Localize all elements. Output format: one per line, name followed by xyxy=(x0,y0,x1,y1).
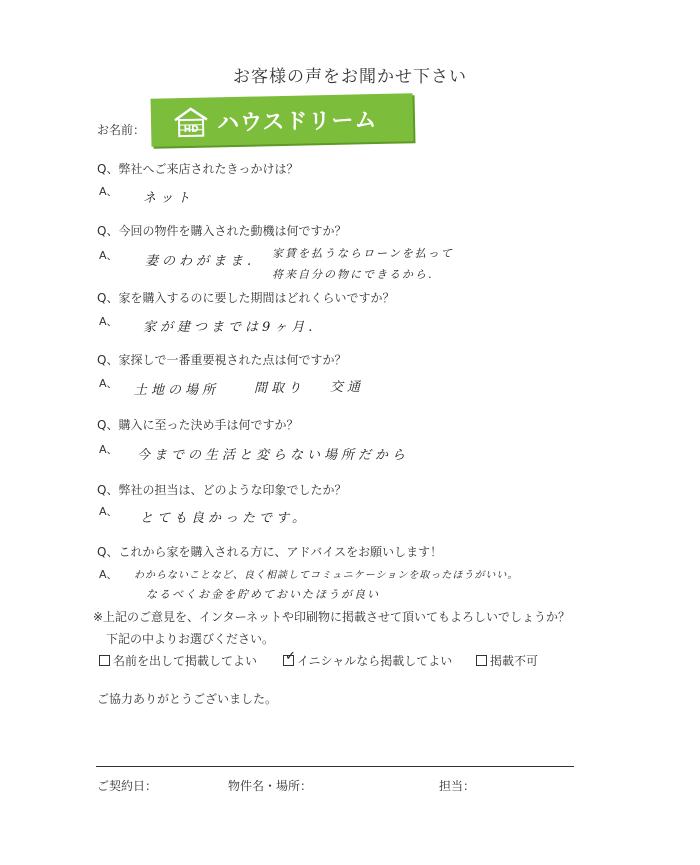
answer-label-6: A、 xyxy=(99,505,118,518)
answer-4c: 交通 xyxy=(330,380,365,395)
logo-text: ハウスドリーム xyxy=(216,108,378,137)
option-name-ok-label: 名前を出して掲載してよい xyxy=(113,654,258,668)
choose-instruction: 下記の中よりお選びください。 xyxy=(106,632,275,646)
answer-label-2: A、 xyxy=(99,249,118,262)
property-label: 物件名・場所： xyxy=(228,779,313,793)
answer-7a: わからないことなど、良く相談してコミュニケーションを取ったほうがいい。 xyxy=(134,570,519,581)
option-no-publish[interactable] xyxy=(476,652,538,669)
checkbox-name-ok[interactable] xyxy=(99,655,110,666)
option-initials-ok[interactable] xyxy=(283,649,453,669)
house-logo-icon xyxy=(173,106,210,139)
question-6: Q、弊社の担当は、どのような印象でしたか？ xyxy=(97,483,347,497)
option-name-ok[interactable] xyxy=(99,652,257,669)
option-no-publish-label: 掲載不可 xyxy=(490,654,539,668)
svg-text:HD: HD xyxy=(183,124,199,136)
company-logo xyxy=(151,93,414,146)
checkmark-icon: ✓ xyxy=(285,649,296,664)
staff-label: 担当： xyxy=(439,779,476,793)
contract-date-label: ご契約日： xyxy=(97,779,158,793)
answer-3: 家が建つまでは9ヶ月. xyxy=(143,320,317,335)
answer-label-7: A、 xyxy=(99,568,118,581)
answer-label-5: A、 xyxy=(99,443,118,456)
question-2: Q、今回の物件を購入された動機は何ですか？ xyxy=(97,224,347,238)
answer-7b: なるべくお金を貯めておいたほうが良い xyxy=(146,588,380,601)
publication-notice: ※上記のご意見を、インターネットや印刷物に掲載させて頂いてもよろしいでしょうか？ xyxy=(93,610,570,624)
name-label: お名前： xyxy=(97,123,146,137)
answer-2b: 家賃を払うならローンを払って xyxy=(272,247,454,260)
answer-6: とても良かったです。 xyxy=(140,511,309,526)
answer-label-4: A、 xyxy=(99,377,118,390)
question-5: Q、購入に至った決め手は何ですか？ xyxy=(97,418,299,432)
question-1: Q、弊社へご来店されたきっかけは？ xyxy=(97,162,299,176)
footer-divider xyxy=(96,766,574,767)
answer-2c: 将来自分の物にできるから. xyxy=(272,268,434,281)
answer-1: ネット xyxy=(143,191,195,206)
checkbox-initials-ok[interactable] xyxy=(283,649,296,666)
question-7: Q、これから家を購入される方に、アドバイスをお願いします！ xyxy=(97,545,443,559)
question-3: Q、家を購入するのに要した期間はどれくらいですか？ xyxy=(97,291,395,305)
answer-5: 今までの生活と変らない場所だから xyxy=(137,448,410,463)
question-4: Q、家探しで一番重要視された点は何ですか？ xyxy=(97,353,347,367)
option-initials-ok-label: イニシャルなら掲載してよい xyxy=(297,654,453,668)
answer-2a: 妻のわがまま. xyxy=(145,254,256,269)
answer-label-1: A、 xyxy=(99,185,118,198)
answer-label-3: A、 xyxy=(99,315,118,328)
thanks-text: ご協力ありがとうございました。 xyxy=(97,692,278,706)
checkbox-no-publish[interactable] xyxy=(476,655,487,666)
answer-4b: 間取り xyxy=(254,381,306,396)
answer-4a: 土地の場所 xyxy=(134,383,220,398)
page-title: お客様の声をお聞かせ下さい xyxy=(233,67,467,87)
